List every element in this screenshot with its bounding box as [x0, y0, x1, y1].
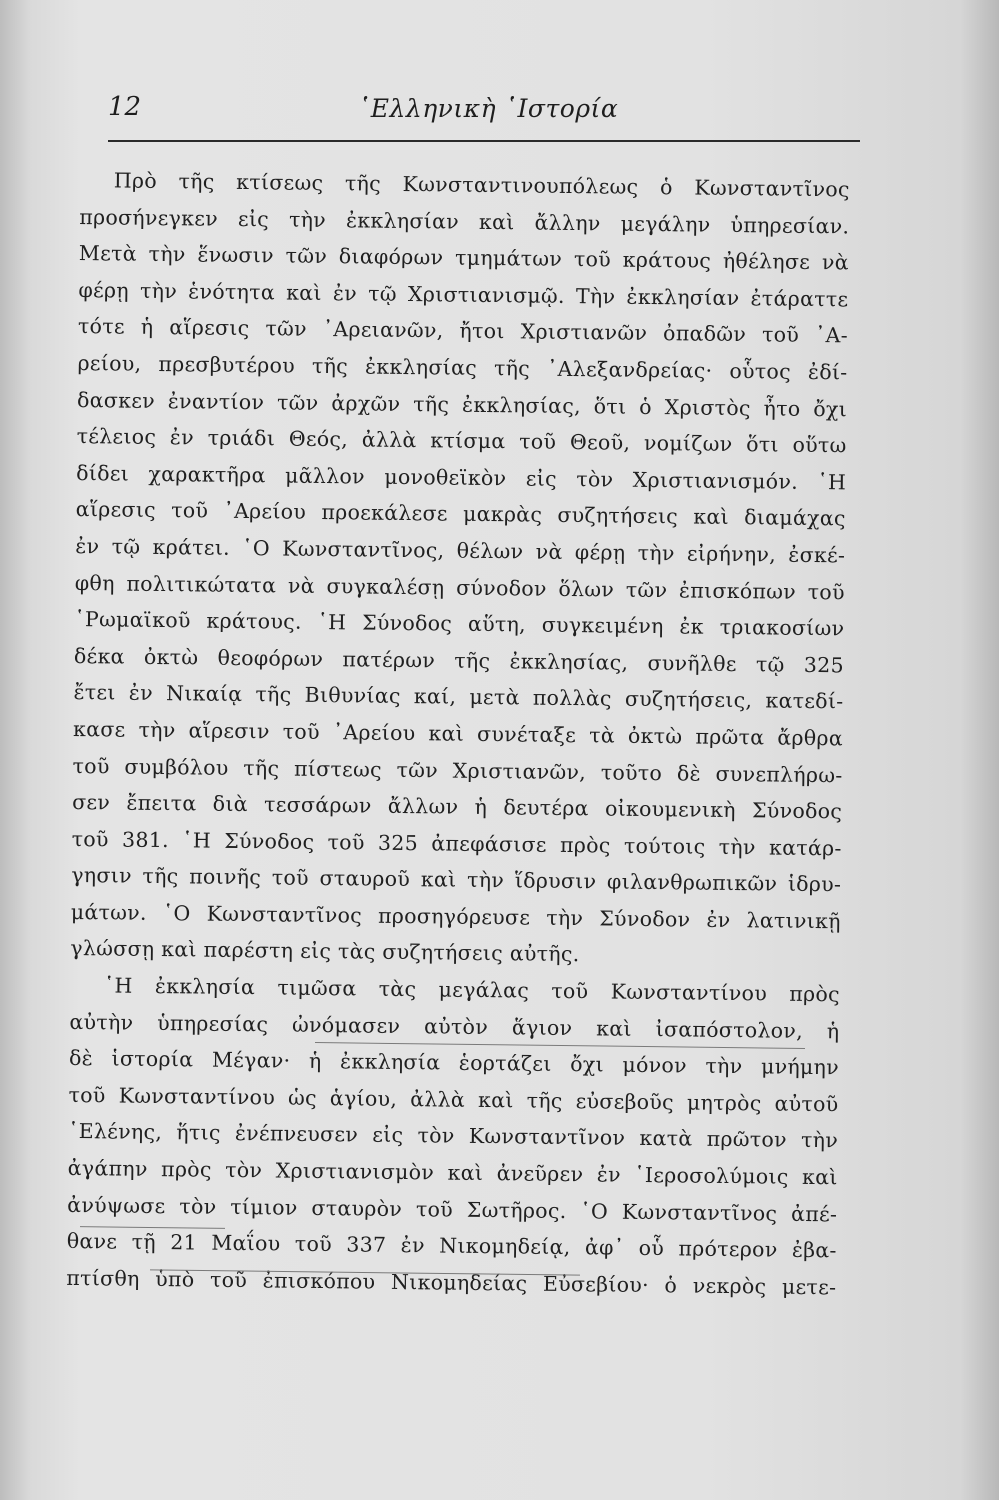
page-header: [108, 92, 860, 132]
text-line: γλώσσῃ καὶ παρέστη εἰς τὰς συζητήσεις αὐτῆς.: [70, 936, 580, 967]
text-line: ἐν τῷ κράτει. ῾Ο Κωνσταντῖνος, θέλων νὰ φέρῃ τὴν εἰρήνην, ἐσκέ-: [75, 533, 846, 568]
text-line: ῾Η ἐκκλησία τιμῶσα τὰς μεγάλας τοῦ Κωνσταντίνου πρὸς: [103, 973, 841, 1007]
text-line: Μετὰ τὴν ἕνωσιν τῶν διαφόρων τμημάτων τοῦ κράτους ἠθέλησε νὰ: [78, 241, 849, 275]
text-line: δὲ ἱστορία Μέγαν· ἡ ἐκκλησία ἑορτάζει ὄχι μόνον τὴν μνήμην: [68, 1046, 840, 1080]
text-line: κασε τὴν αἵρεσιν τοῦ ᾿Αρείου καὶ συνέταξε τὰ ὀκτὼ πρῶτα ἄρθρα: [72, 716, 844, 751]
text-line: τοῦ συμβόλου τῆς πίστεως τῶν Χριστιανῶν, τοῦτο δὲ συνεπλήρω-: [72, 753, 843, 787]
text-line: ἀγάπην πρὸς τὸν Χριστιανισμὸν καὶ ἀνεῦρεν ἐν ῾Ιεροσολύμοις καὶ: [67, 1155, 838, 1190]
text-line: αὐτὴν ὑπηρεσίας ὠνόμασεν αὐτὸν ἅγιον καὶ ἰσαπόστολον, ἡ: [69, 1009, 840, 1043]
header-rule: [108, 140, 860, 142]
text-line: τοῦ 381. ῾Η Σύνοδος τοῦ 325 ἀπεφάσισε πρὸς τούτοις τὴν κατάρ-: [71, 826, 842, 861]
text-line: ρείου, πρεσβυτέρου τῆς ἐκκλησίας τῆς ᾿Αλεξανδρείας· οὗτος ἐδί-: [77, 350, 848, 385]
text-line: γησιν τῆς ποινῆς τοῦ σταυροῦ καὶ τὴν ἵδρυσιν φιλανθρωπικῶν ἱδρυ-: [71, 863, 842, 897]
text-line: σεν ἔπειτα διὰ τεσσάρων ἄλλων ἡ δευτέρα οἰκουμενικὴ Σύνοδος: [72, 790, 843, 824]
paragraph-2: [66, 967, 840, 1306]
text-line: δέκα ὀκτὼ θεοφόρων πατέρων τῆς ἐκκλησίας, συνῆλθε τῷ 325: [73, 643, 845, 678]
paragraph-1: [70, 162, 850, 976]
text-line: θανε τῇ 21 Μαΐου τοῦ 337 ἐν Νικομηδείᾳ, ἀφ᾿ οὗ πρότερον ἐβα-: [66, 1229, 837, 1263]
text-line: Πρὸ τῆς κτίσεως τῆς Κωνσταντινουπόλεως ὁ Κωνσταντῖνος: [113, 168, 850, 202]
running-title: ῾Ελληνικὴ ῾Ιστορία: [357, 94, 619, 123]
text-line: φέρῃ τὴν ἑνότητα καὶ ἐν τῷ Χριστιανισμῷ. Τὴν ἐκκλησίαν ἐτάραττε: [78, 277, 849, 312]
text-line: προσήνεγκεν εἰς τὴν ἐκκλησίαν καὶ ἄλλην μεγάλην ὑπηρεσίαν.: [79, 204, 850, 238]
text-line: ἀνύψωσε τὸν τίμιον σταυρὸν τοῦ Σωτῆρος. ῾Ο Κωνσταντῖνος ἀπέ-: [67, 1192, 838, 1226]
text-line: δίδει χαρακτῆρα μᾶλλον μονοθεϊκὸν εἰς τὸν Χριστιανισμόν. ῾Η: [76, 460, 847, 495]
text-line: τέλειος ἐν τριάδι Θεός, ἀλλὰ κτίσμα τοῦ Θεοῦ, νομίζων ὅτι οὕτω: [76, 424, 847, 458]
text-line: ἔτει ἐν Νικαίᾳ τῆς Βιθυνίας καί, μετὰ πολλὰς συζητήσεις, κατεδί-: [73, 680, 844, 714]
text-line: μάτων. ῾Ο Κωνσταντῖνος προσηγόρευσε τὴν Σύνοδον ἐν λατινικῇ: [70, 899, 841, 934]
page-number: 12: [108, 92, 142, 122]
text-line: ῾Ελένης, ἥτις ἐνέπνευσεν εἰς τὸν Κωνσταντῖνον κατὰ πρῶτον τὴν: [68, 1119, 839, 1153]
text-line: ῾Ρωμαϊκοῦ κράτους. ῾Η Σύνοδος αὕτη, συγκειμένη ἐκ τριακοσίων: [74, 607, 845, 641]
text-line: πτίσθη ὑπὸ τοῦ ἐπισκόπου Νικομηδείας Εὐσεβίου· ὁ νεκρὸς μετε-: [66, 1265, 837, 1300]
text-line: φθη πολιτικώτατα νὰ συγκαλέσῃ σύνοδον ὅλων τῶν ἐπισκόπων τοῦ: [74, 570, 845, 604]
text-line: δασκεν ἐναντίον τῶν ἀρχῶν τῆς ἐκκλησίας, ὅτι ὁ Χριστὸς ἦτο ὄχι: [76, 387, 848, 421]
text-line: τοῦ Κωνσταντίνου ὡς ἁγίου, ἀλλὰ καὶ τῆς εὐσεβοῦς μητρὸς αὐτοῦ: [68, 1082, 839, 1117]
body-text: [66, 162, 850, 1306]
text-line: αἵρεσις τοῦ ᾿Αρείου προεκάλεσε μακρὰς συζητήσεις καὶ διαμάχας: [75, 497, 846, 531]
text-line: τότε ἡ αἵρεσις τῶν ᾿Αρειανῶν, ἤτοι Χριστιανῶν ὀπαδῶν τοῦ ᾿Α-: [77, 314, 849, 348]
